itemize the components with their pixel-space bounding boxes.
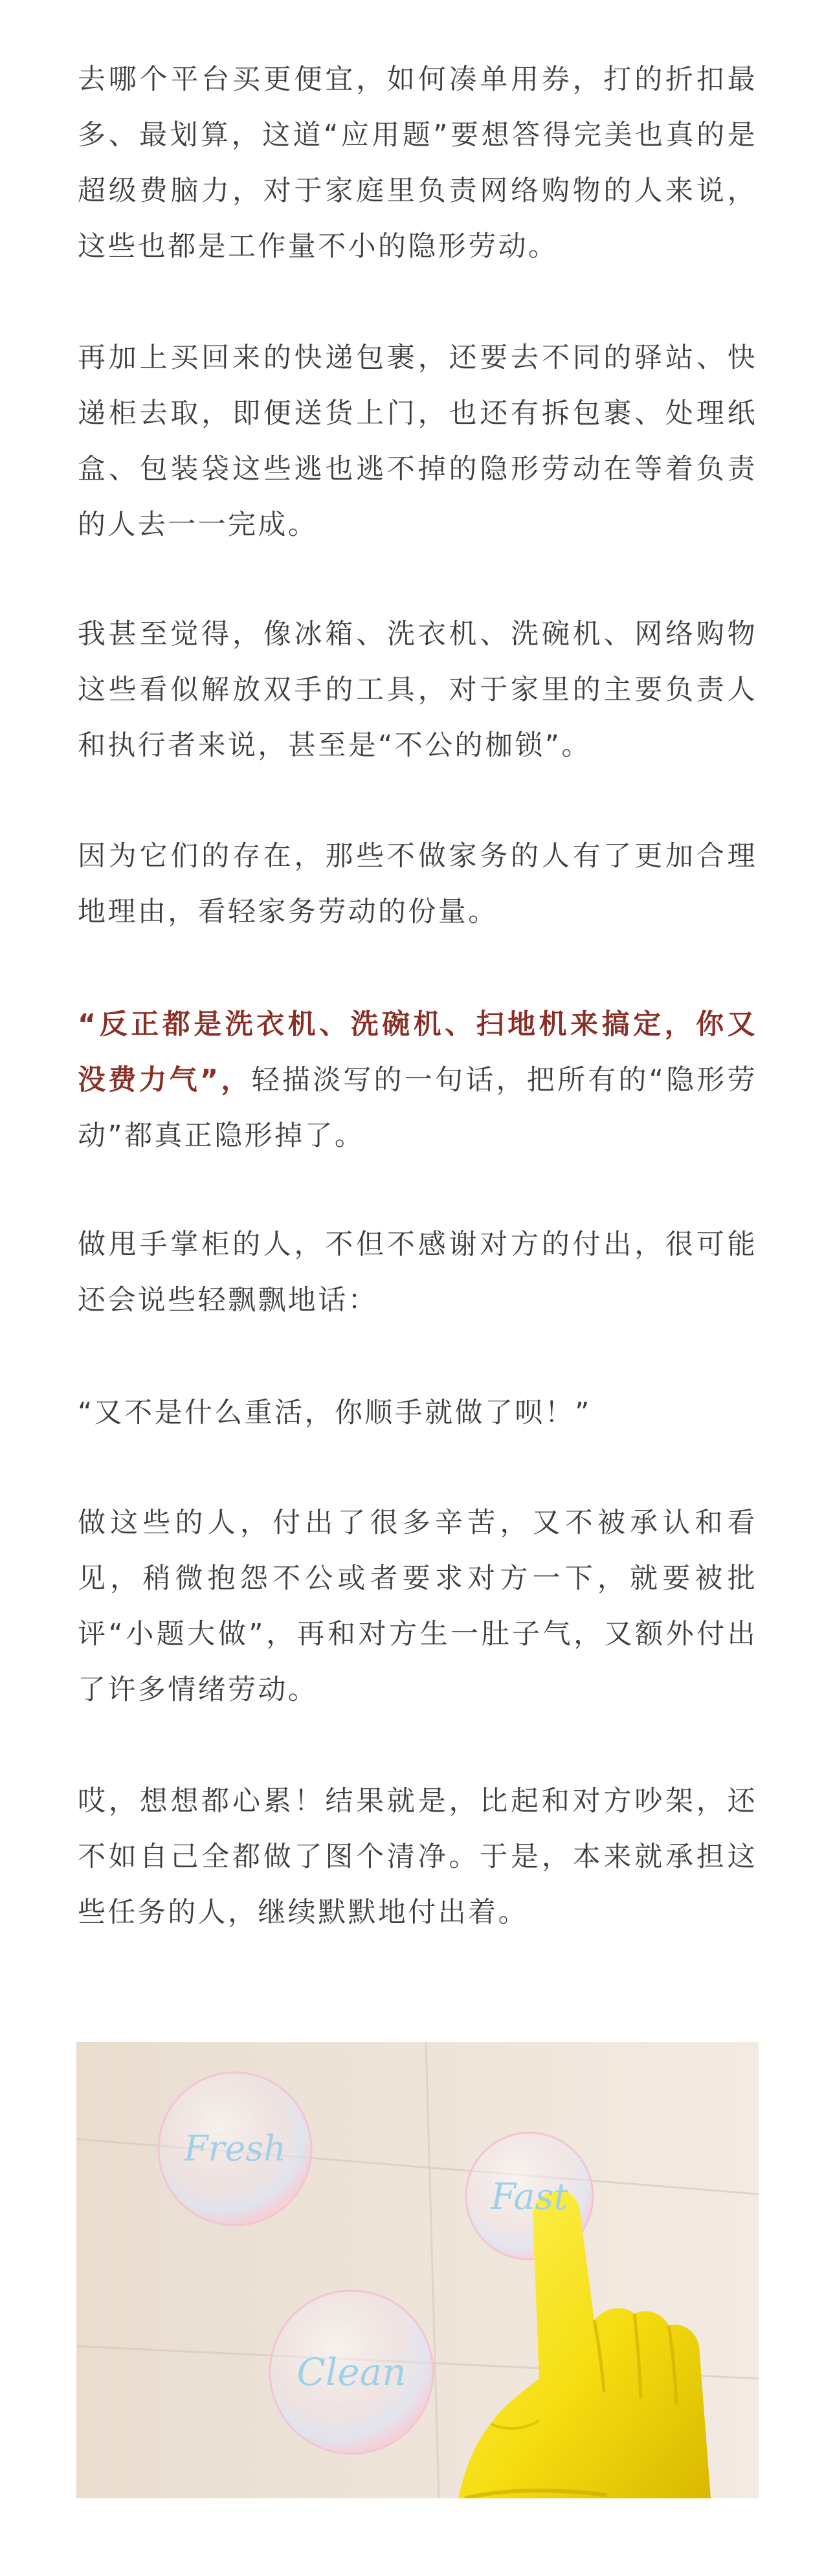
svg-text:Fresh: Fresh [184,2128,286,2169]
paragraph-2: 再加上买回来的快递包裹，还要去不同的驿站、快递柜去取，即便送货上门，也还有拆包裹、处理纸盒、包装袋这些逃也逃不掉的隐形劳动在等着负责的人去一一完成。 [78,342,757,541]
paragraph-7: “又不是什么重活，你顺手就做了呗！” [78,1397,592,1429]
paragraph-5: “反正都是洗衣机、洗碗机、扫地机来搞定，你又没费力气”，轻描淡写的一句话，把所有的“隐形劳动”都真正隐形掉了。 [78,1008,757,1152]
paragraph-9: 哎，想想都心累！结果就是，比起和对方吵架，还不如自己全都做了图个清净。于是，本来就承担这些任务的人，继续默默地付出着。 [78,1785,757,1929]
bubble-clean [270,2291,433,2454]
svg-text:Clean: Clean [296,2350,406,2394]
paragraph-6: 做甩手掌柜的人，不但不感谢对方的付出，很可能还会说些轻飘飘地话： [78,1228,757,1316]
fast-word: Fast [491,2176,568,2218]
emphasis-quote: “反正都是洗衣机、洗碗机、扫地机来搞定，你又没费力气”， [78,1008,757,1096]
paragraph-1: 去哪个平台买更便宜，如何凑单用券，打的折扣最多、最划算，这道“应用题”要想答得完美也真的是超级费脑力，对于家庭里负责网络购物的人来说，这些也都是工作量不小的隐形劳动。 [78,63,757,263]
paragraph-8: 做这些的人，付出了很多辛苦，又不被承认和看见，稍微抱怨不公或者要求对方一下，就要被批评“小题大做”，再和对方生一肚子气，又额外付出了许多情绪劳动。 [78,1507,757,1706]
bubble-fresh [159,2072,311,2225]
paragraph-3: 我甚至觉得，像冰箱、洗衣机、洗碗机、网络购物这些看似解放双手的工具，对于家里的主要负责人和执行者来说，甚至是“不公的枷锁”。 [78,618,757,762]
paragraph-4: 因为它们的存在，那些不做家务的人有了更加合理地理由，看轻家务劳动的份量。 [78,840,757,928]
photo-illustration [76,2042,759,2498]
cleaning-glove-photo [76,2042,759,2498]
